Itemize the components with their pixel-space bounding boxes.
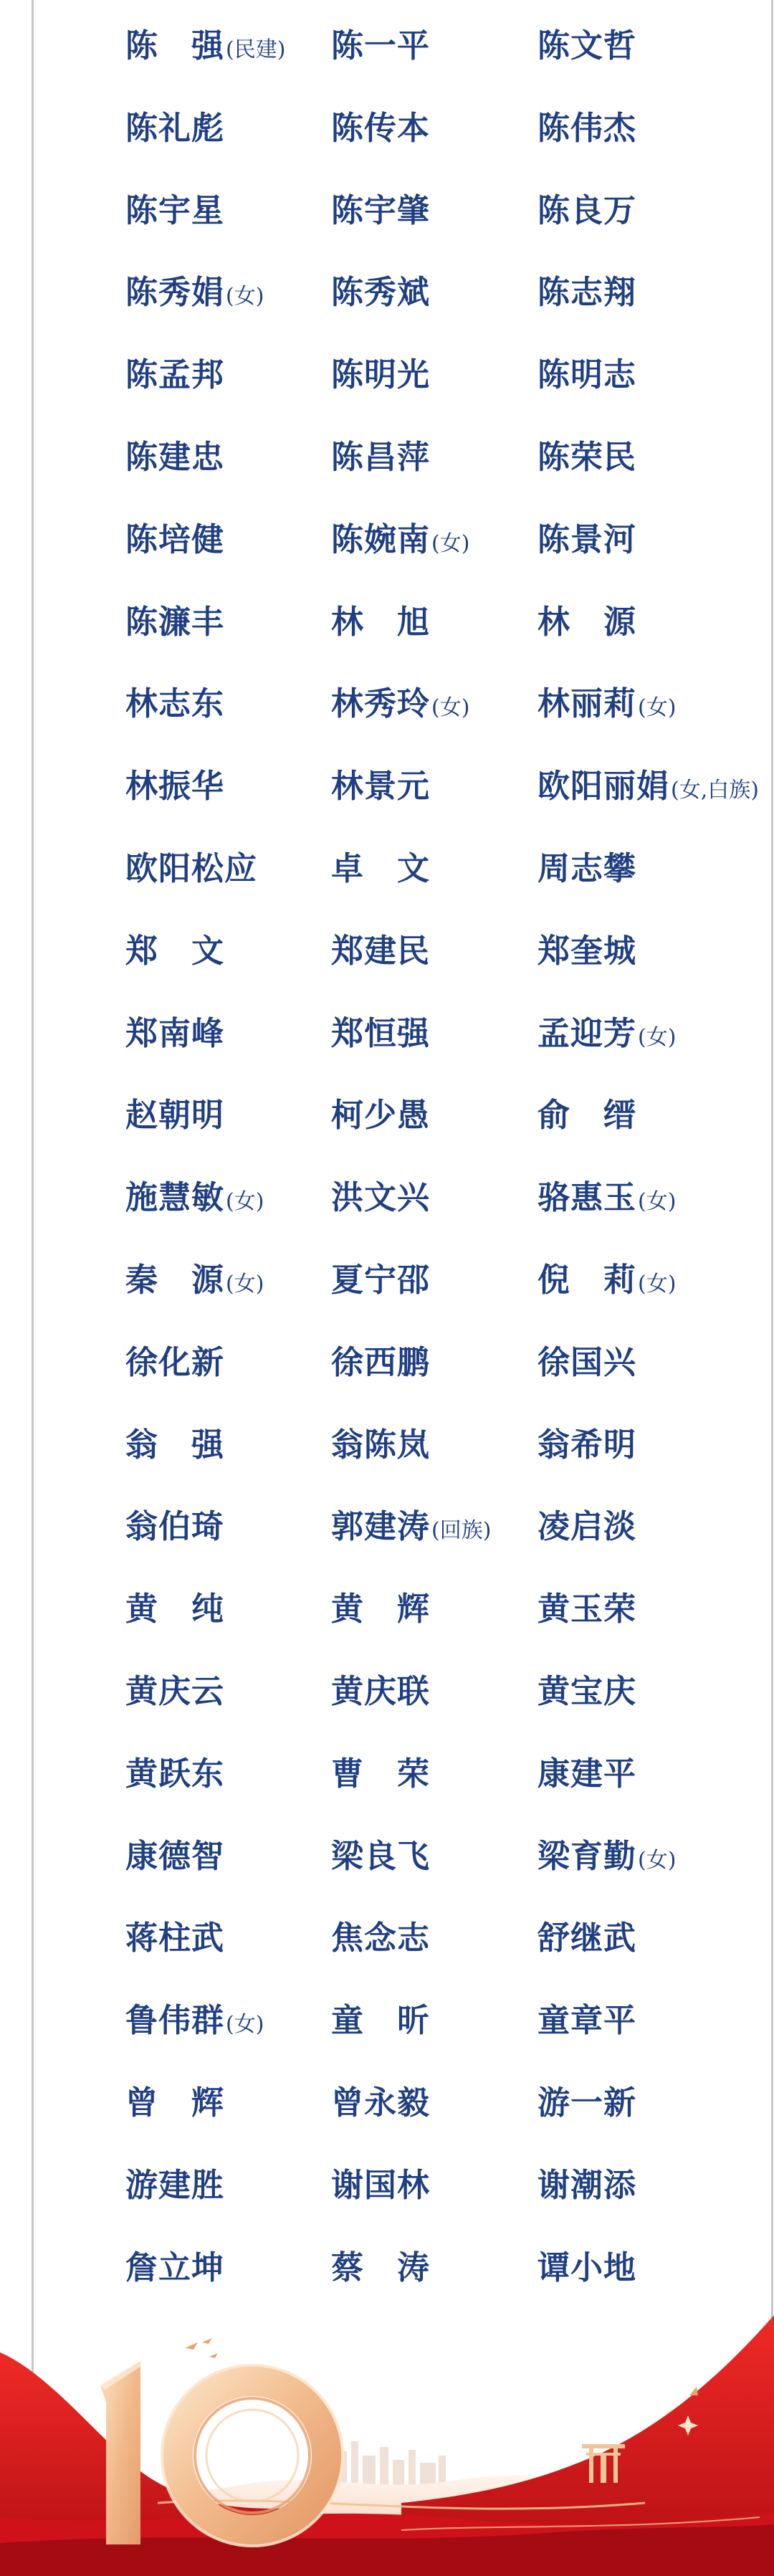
person-name: 曹 荣 [331,1754,431,1793]
person-name: 欧阳松应 [125,849,258,887]
name-entry [125,1498,224,1555]
name-entry [331,840,430,897]
person-name: 郭建涛 [331,1507,431,1546]
person-name: 陈培健 [125,520,225,558]
name-row [0,1745,774,1803]
person-name: 黄庆联 [331,1672,431,1710]
person-name: 郑南峰 [125,1013,225,1052]
person-note: (女) [226,2012,264,2038]
person-name: 郑建民 [331,931,431,970]
person-name: 梁育勤 [538,1836,637,1875]
name-entry [125,840,257,897]
name-row [0,1909,774,1967]
name-entry [331,2157,430,2214]
name-row [0,2074,774,2132]
name-entry [538,840,636,897]
name-entry [538,1909,636,1967]
person-note: (女) [431,695,470,721]
name-entry [125,1992,264,2049]
name-entry [538,1992,636,2049]
name-row [0,1828,774,1885]
person-name: 林秀玲 [331,684,431,723]
name-entry [125,17,285,75]
name-entry [125,1909,224,1967]
name-entry [538,1498,636,1555]
name-entry [125,182,224,239]
person-name: 陈濂丰 [125,602,225,641]
name-entry [331,593,430,651]
name-row [0,1498,774,1555]
name-entry [331,1005,430,1062]
name-entry [331,346,430,404]
person-name: 陈良万 [538,191,637,229]
name-entry [125,1169,264,1226]
person-name: 陈景河 [538,520,637,558]
name-row [0,2239,774,2296]
person-note: (女) [638,1189,677,1215]
person-name: 陈婉南 [331,520,431,558]
name-row [0,1663,774,1720]
name-entry [538,1251,676,1309]
name-row [0,511,774,568]
name-row [0,429,774,486]
person-name: 林 源 [538,602,637,641]
name-entry [538,1828,676,1885]
person-name: 凌启淡 [538,1507,637,1546]
name-entry [538,1745,636,1803]
name-entry [331,429,430,486]
name-entry [331,2239,430,2296]
name-entry [125,346,224,404]
person-name: 谢国林 [331,2165,431,2204]
name-entry [331,1334,430,1391]
person-note: (女) [226,284,264,310]
name-entry [331,1745,430,1803]
name-entry [331,1169,430,1226]
person-name: 陈文哲 [538,27,637,65]
person-name: 林志东 [125,684,225,723]
name-entry [331,675,469,733]
name-entry [331,1498,491,1555]
name-row [0,840,774,897]
person-name: 柯少愚 [331,1096,431,1135]
person-name: 孟迎芳 [538,1013,637,1052]
person-name: 黄 辉 [331,1590,431,1628]
person-name: 康建平 [538,1754,637,1793]
name-row [0,100,774,157]
name-entry [331,100,430,157]
name-entry [331,1580,430,1638]
name-row [0,346,774,404]
person-name: 曾 辉 [125,2084,225,2122]
name-entry [538,2157,636,2214]
person-name: 陈礼彪 [125,108,225,147]
name-entry [538,1087,636,1144]
person-name: 陈孟邦 [125,356,225,394]
person-note: (女) [638,1272,677,1297]
person-name: 卓 文 [331,849,431,887]
name-entry [538,429,636,486]
person-name: 陈明光 [331,356,431,394]
person-name: 赵朝明 [125,1096,225,1135]
person-name: 林 旭 [331,602,431,641]
name-row [0,1334,774,1391]
name-row [0,2157,774,2214]
person-name: 黄庆云 [125,1672,225,1710]
name-entry [125,1087,224,1144]
name-entry [125,758,224,815]
person-note: (女,白族) [671,778,759,803]
person-note: (女) [226,1272,264,1297]
name-entry [331,182,430,239]
name-entry [331,17,430,75]
name-entry [538,2074,636,2132]
name-entry [331,1087,430,1144]
person-name: 翁陈岚 [331,1425,431,1464]
person-name: 陈明志 [538,356,637,394]
person-name: 夏宁邵 [331,1261,431,1299]
person-name: 陈秀斌 [331,273,431,312]
name-row [0,1580,774,1638]
name-entry [538,346,636,404]
name-row [0,675,774,733]
name-entry [125,511,224,568]
name-entry [125,1663,224,1720]
name-entry [125,100,224,157]
name-entry [125,1416,224,1474]
name-entry [331,2074,430,2132]
name-row [0,1416,774,1474]
name-entry [538,1334,636,1391]
person-name: 蔡 涛 [331,2248,431,2286]
person-name: 秦 源 [125,1261,225,1299]
city-skyline-decoration [337,2441,446,2486]
person-name: 徐化新 [125,1342,225,1381]
person-name: 郑 文 [125,931,225,970]
person-note: (女) [638,1024,677,1050]
name-row [0,182,774,239]
person-name: 康德智 [125,1836,225,1875]
person-name: 施慧敏 [125,1178,225,1217]
name-entry [538,593,636,651]
person-name: 黄宝庆 [538,1672,637,1710]
name-entry [538,182,636,239]
person-name: 童章平 [538,2001,637,2040]
person-name: 郑恒强 [331,1013,431,1052]
person-name: 郑奎城 [538,931,637,970]
person-name: 翁希明 [538,1425,637,1464]
name-entry [125,2157,224,2214]
name-entry [125,2239,224,2296]
name-row [0,1992,774,2049]
person-name: 陈传本 [331,108,431,147]
person-name: 周志攀 [538,849,637,887]
person-name: 谭小地 [538,2248,637,2286]
person-name: 陈宇肇 [331,191,431,229]
name-entry [538,1580,636,1638]
person-name: 陈荣民 [538,438,637,476]
name-entry [538,511,636,568]
person-name: 舒继武 [538,1919,637,1957]
person-note: (女) [638,695,677,721]
name-entry [331,1251,430,1309]
name-entry [125,1580,224,1638]
person-name: 徐西鹏 [331,1342,431,1381]
name-entry [538,2239,636,2296]
name-entry [538,17,636,75]
person-name: 林景元 [331,767,431,806]
name-entry [331,1828,430,1885]
person-name: 黄玉荣 [538,1590,637,1628]
person-name: 游一新 [538,2084,637,2122]
name-row [0,1087,774,1144]
name-entry [125,1005,224,1062]
person-name: 翁 强 [125,1425,225,1464]
person-name: 陈伟杰 [538,108,637,147]
person-name: 焦念志 [331,1919,431,1957]
person-note: (女) [431,530,470,556]
person-name: 鲁伟群 [125,2001,225,2040]
person-name: 俞 缙 [538,1096,637,1135]
name-entry [125,2074,224,2132]
name-row [0,758,774,815]
name-entry [125,1251,264,1309]
person-name: 倪 莉 [538,1261,637,1299]
name-row [0,593,774,651]
person-name: 陈 强 [125,27,225,65]
person-name: 梁良飞 [331,1836,431,1875]
name-entry [538,100,636,157]
person-name: 黄 纯 [125,1590,225,1628]
name-entry [125,922,224,980]
person-name: 陈昌萍 [331,438,431,476]
person-note: (女) [226,1189,264,1215]
name-row [0,922,774,980]
name-entry [125,1745,224,1803]
person-name: 黄跃东 [125,1754,225,1793]
name-entry [331,1416,430,1474]
name-entry [125,1828,224,1885]
name-entry [538,264,636,321]
name-entry [331,264,430,321]
person-name: 陈秀娟 [125,273,225,312]
person-name: 陈建忠 [125,438,225,476]
person-name: 洪文兴 [331,1178,431,1217]
name-entry [331,511,469,568]
person-name: 童 昕 [331,2001,431,2040]
person-name: 谢潮添 [538,2165,637,2204]
name-row [0,1005,774,1062]
name-entry [538,1169,676,1226]
person-name: 欧阳丽娟 [538,767,670,806]
name-row [0,17,774,75]
person-note: (女) [638,1847,677,1873]
bottom-banner [0,2315,774,2576]
name-entry [331,1992,430,2049]
anniversary-emblem [100,2361,343,2546]
person-name: 蒋柱武 [125,1919,225,1957]
name-entry [538,922,636,980]
person-name: 游建胜 [125,2165,225,2204]
person-name: 曾永毅 [331,2084,431,2122]
person-name: 陈志翔 [538,273,637,312]
person-name: 林丽莉 [538,684,637,723]
name-entry [125,1334,224,1391]
name-entry [331,1663,430,1720]
name-entry [538,758,759,815]
name-entry [331,922,430,980]
name-row [0,264,774,321]
name-entry [331,758,430,815]
name-row [0,1251,774,1309]
person-name: 陈一平 [331,27,431,65]
name-entry [538,675,676,733]
name-entry [331,1909,430,1967]
person-name: 詹立坤 [125,2248,225,2286]
name-entry [125,675,224,733]
name-entry [125,264,264,321]
name-entry [125,593,224,651]
person-name: 林振华 [125,767,225,806]
person-note: (民建) [226,37,286,62]
name-entry [538,1005,676,1062]
person-name: 骆惠玉 [538,1178,637,1217]
person-name: 徐国兴 [538,1342,637,1381]
person-note: (回族) [431,1518,492,1544]
name-entry [125,429,224,486]
name-entry [538,1416,636,1474]
person-name: 翁伯琦 [125,1507,225,1546]
person-name: 陈宇星 [125,191,225,229]
name-entry [538,1663,636,1720]
name-row [0,1169,774,1226]
